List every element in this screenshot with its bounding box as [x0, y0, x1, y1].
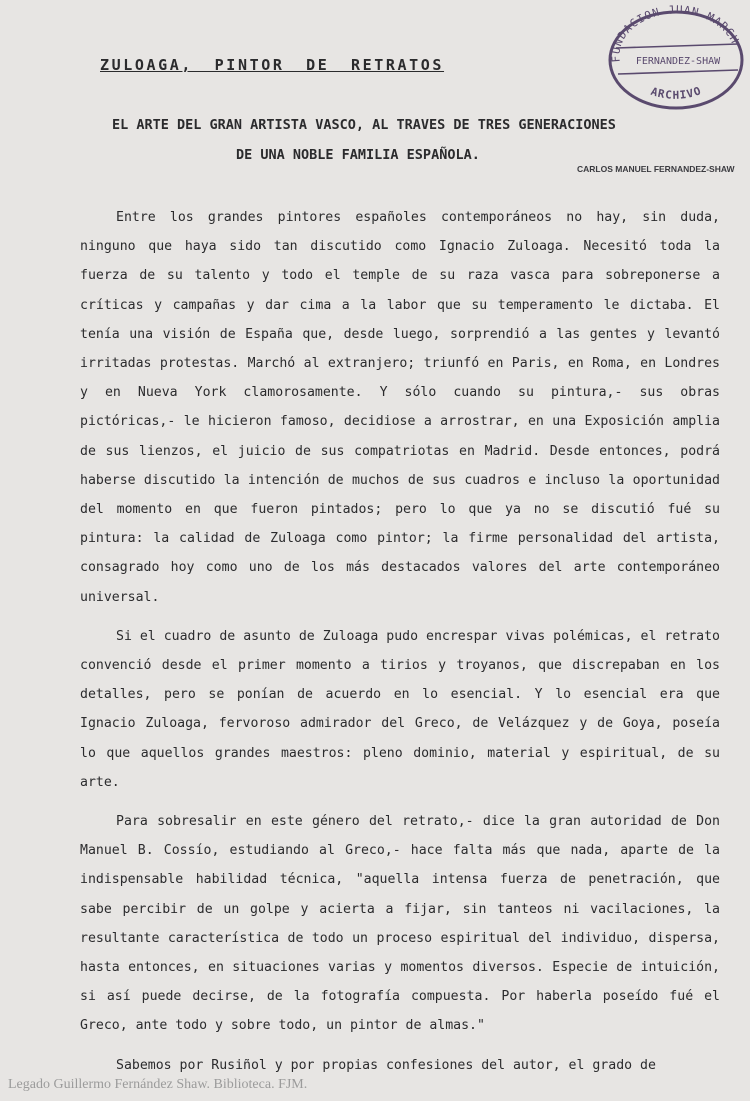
document-subtitle-line2: DE UNA NOBLE FAMILIA ESPAÑOLA.	[236, 147, 480, 163]
paragraph: Si el cuadro de asunto de Zuloaga pudo encrespar vivas polémicas, el retrato convenció desde el primer momento a tirios y troyanos, que discrepaban en los detalles, pero se ponían de acuerdo en lo esencial. Y lo esencial era que Ignacio Zuloaga, fervoroso admirador del Greco, de Velázquez y de Goya, poseía lo que aquellos grandes maestros: pleno dominio, material y espiritual, de su arte.	[80, 628, 720, 790]
stamp-top-text: FUNDACION JUAN MARCH	[609, 3, 742, 63]
document-subtitle-line1: EL ARTE DEL GRAN ARTISTA VASCO, AL TRAVES DE TRES GENERACIONES	[112, 117, 616, 133]
stamp-middle-text: FERNANDEZ-SHAW	[635, 56, 721, 67]
paragraph: Entre los grandes pintores españoles contemporáneos no hay, sin duda, ninguno que haya sido tan discutido como Ignacio Zuloaga. Necesitó toda la fuerza de su talento y todo el temple de su raza vasca para sobreponerse a críticas y campañas y dar cima a la labor que su temperamento le dictaba. El tenía una visión de España que, desde luego, sorprendió a las gentes y levantó irritadas protestas. Marchó al extranjero; triunfó en Paris, en Roma, en Londres y en Nueva York clamorosamente. Y sólo cuando su pintura,- sus obras pictóricas,- le hicieron famoso, decidiose a arrostrar, en una Exposición amplia de sus lienzos, el juicio de sus compatriotas en Madrid. Desde entonces, podrá haberse discutido la intención de muchos de sus cuadros e incluso la oportunidad del momento en que fueron pintados; pero lo que ya no se discutió fué su pintura: la calidad de Zuloaga como pintor; la firme personalidad del artista, consagrado hoy como uno de los más destacados valores del arte contemporáneo universal.	[80, 210, 720, 605]
footer-credit: Legado Guillermo Fernández Shaw. Biblioteca. FJM.	[8, 1077, 308, 1092]
stamp-bottom-text: ARCHIVO	[649, 84, 704, 102]
document-body	[80, 203, 720, 1090]
paragraph: Sabemos por Rusiñol y por propias confesiones del autor, el grado de	[116, 1057, 656, 1073]
archive-stamp	[598, 2, 748, 112]
author-name: CARLOS MANUEL FERNANDEZ-SHAW	[577, 164, 735, 174]
paragraph: Para sobresalir en este género del retrato,- dice la gran autoridad de Don Manuel B. Cossío, estudiando al Greco,- hace falta más que nada, aparte de la indispensable habilidad técnica, "aquella intensa fuerza de penetración, que sabe percibir de un golpe y acierta a fijar, sin tanteos ni vacilaciones, la resultante característica de todo un proceso espiritual del individuo, dispersa, hasta entonces, en situaciones varias y momentos diversos. Especie de intuición, si así puede decirse, de la fotografía compuesta. Por haberla poseído fué el Greco, ante todo y sobre todo, un pintor de almas."	[80, 814, 720, 1034]
document-title: ZULOAGA, PINTOR DE RETRATOS	[100, 56, 445, 74]
